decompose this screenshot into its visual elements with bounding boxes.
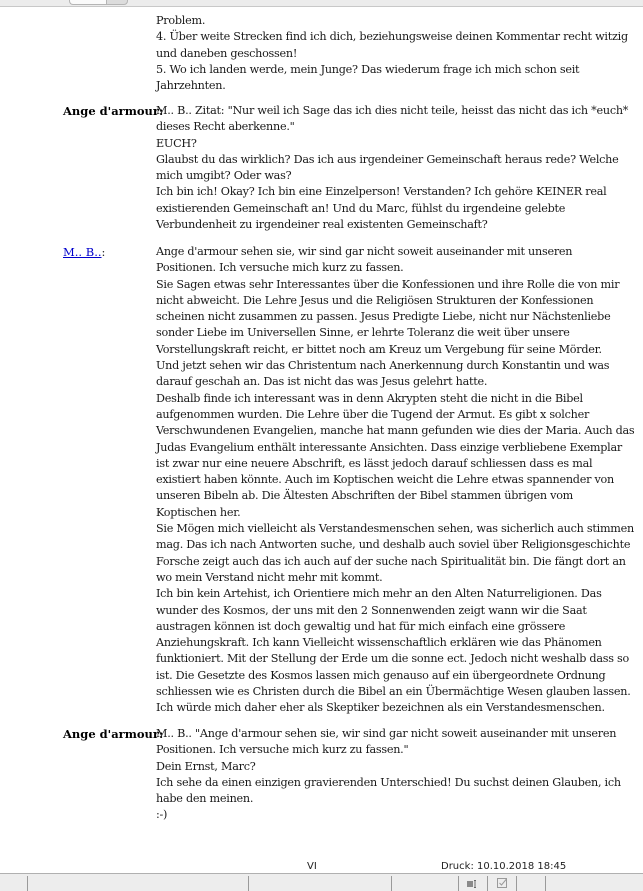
text-line: Deshalb finde ich interessant was in denn Akrypten steht die nicht in die Bibel [156,391,583,405]
text-line: Forsche zeigt auch das ich auch auf der suche nach Spiritualität bin. Die fängt dort an [156,554,626,568]
text-line: EUCH? [156,136,197,150]
status-separator [27,876,28,891]
text-line: existierenden Gemeinschaft an! Und du Marc, fühlst du irgendeine gelebte [156,201,566,215]
speaker-label: Ange d'armour: [63,727,164,741]
digital-signature-icon[interactable] [497,877,508,888]
comment-body [156,13,628,94]
text-line: wo mein Verstand nicht mehr mit kommt. [156,570,383,584]
text-line: mag. Das ich nach Antworten suche, und deshalb auch soviel über Religionsgeschichte [156,538,631,552]
text-line: 4. Über weite Strecken find ich dich, beziehungsweise deinen Kommentar recht witzig [156,30,628,44]
text-line: und daneben geschossen! [156,46,298,60]
speaker-name[interactable]: M.. B.. [63,245,102,259]
text-line: Und jetzt sehen wir das Christentum nach Anerkennung durch Konstantin und was [156,359,610,373]
status-separator [458,876,459,891]
text-line: mich umgibt? Oder was? [156,169,292,183]
status-separator [391,876,392,891]
text-line: aufgenommen wurden. Die Lehre über die Tugend der Armut. Es gibt x solcher [156,407,590,421]
text-line: Dein Ernst, Marc? [156,759,256,773]
text-line: Vorstellungskraft reicht, er bittet noch am Kreuz um Vergebung für seine Mörder. [156,342,602,356]
status-separator [516,876,517,891]
text-line: existiert haben könnte. Auch im Koptischen weicht die Lehre etwas spannender von [156,473,615,487]
footer-page-number: VI [307,861,317,872]
text-line: Ich sehe da einen einzigen gravierenden Unterschied! Du suchst deinen Glauben, ich [156,775,621,789]
text-line: ist zwar nur eine neuere Abschrift, es lässt jedoch darauf schliessen dass es mal [156,456,593,470]
comment-body [156,103,629,233]
text-line: Sie Sagen etwas sehr Interessantes über die Konfessionen und ihre Rolle die von mir [156,277,620,291]
status-bar [0,873,643,891]
text-line: Positionen. Ich versuche mich kurz zu fassen." [156,743,409,757]
text-line: Ich würde mich daher eher als Skeptiker bezeichnen als ein Verstandesmenschen. [156,701,605,715]
selection-mode-icon[interactable] [467,880,477,888]
document-page [0,7,643,873]
text-line: :-) [156,808,168,822]
text-line: scheinen nicht zusammen zu passen. Jesus Predigte Liebe, nicht nur Nächstenliebe [156,310,611,324]
comment-body [156,726,621,824]
text-line: wunder des Kosmos, der uns mit den 2 Sonnenwenden zeigt wann wir die Saat [156,603,587,617]
text-line: unseren Bibeln ab. Die Ältesten Abschriften der Bibel stammen übrigen vom [156,489,574,503]
text-line: 5. Wo ich landen werde, mein Junge? Das wiederum frage ich mich schon seit [156,62,580,76]
text-line: Ange d'armour sehen sie, wir sind gar nicht soweit auseinander mit unseren [156,245,573,258]
speaker-label: Ange d'armour: [63,104,164,118]
status-separator [248,876,249,891]
text-line: Ich bin kein Artehist, ich Orientiere mich mehr an den Alten Naturreligionen. Das [156,587,602,601]
text-line: funktioniert. Mit der Stellung der Erde um die sonne ect. Jedoch nicht weshalb dass so [156,652,630,666]
text-line: dieses Recht aberkenne." [156,120,295,134]
speaker-colon: : [101,245,106,259]
text-line: habe den meinen. [156,792,254,806]
toolbar-input-edge[interactable] [69,0,106,5]
toolbar-dropdown-button-edge[interactable] [106,0,128,5]
comment-body [156,244,635,717]
text-line: Verbundenheit zu irgendeiner real existenten Gemeinschaft? [156,218,488,232]
speaker-link[interactable] [63,244,105,260]
top-toolbar-edge [0,0,643,7]
text-line: Glaubst du das wirklich? Das ich aus irgendeiner Gemeinschaft heraus rede? Welche [156,152,619,166]
text-line: Sie Mögen mich vielleicht als Verstandesmenschen sehen, was sicherlich auch stimmen [156,522,634,536]
status-separator [487,876,488,891]
text-line: schliessen wie es Christen durch die Bibel an ein Übermächtige Wesen glauben lassen. [156,685,631,699]
text-line: Verschwundenen Evangelien, manche hat mann gefunden wie dies der Maria. Auch das [156,424,635,438]
text-line: Positionen. Ich versuche mich kurz zu fassen. [156,261,404,275]
text-line: Jahrzehnten. [156,79,226,93]
text-line: Ich bin ich! Okay? Ich bin eine Einzelperson! Verstanden? Ich gehöre KEINER real [156,185,607,199]
text-line: nicht abweicht. Die Lehre Jesus und die Religiösen Strukturen der Konfessionen [156,293,594,307]
text-line: Problem. [156,14,206,27]
text-line: Judas Evangelium enthält interessante Ansichten. Dass einzige verbliebene Exemplar [156,440,622,454]
text-line: M.. B.. Zitat: "Nur weil ich Sage das ich dies nicht teile, heisst das nicht das ich *euch* [156,104,629,117]
text-line: Koptischen her. [156,505,241,519]
text-line: Anziehungskraft. Ich kann Vielleicht wissenschaftlich erklären wie das Phänomen [156,636,602,650]
footer-print-stamp: Druck: 10.10.2018 18:45 [441,861,567,872]
status-separator [545,876,546,891]
text-line: M.. B.. "Ange d'armour sehen sie, wir sind gar nicht soweit auseinander mit unseren [156,727,617,740]
text-line: ist. Die Gesetzte des Kosmos lassen mich genauso auf ein übergeordnete Ordnung [156,668,606,682]
text-line: austragen können ist doch gewaltig und hat für mich einfach eine grössere [156,619,566,633]
text-line: sonder Liebe im Universellen Sinne, er lehrte Toleranz die weit über unsere [156,326,570,340]
text-line: darauf geschah an. Das ist nicht das was Jesus gelehrt hatte. [156,375,488,389]
